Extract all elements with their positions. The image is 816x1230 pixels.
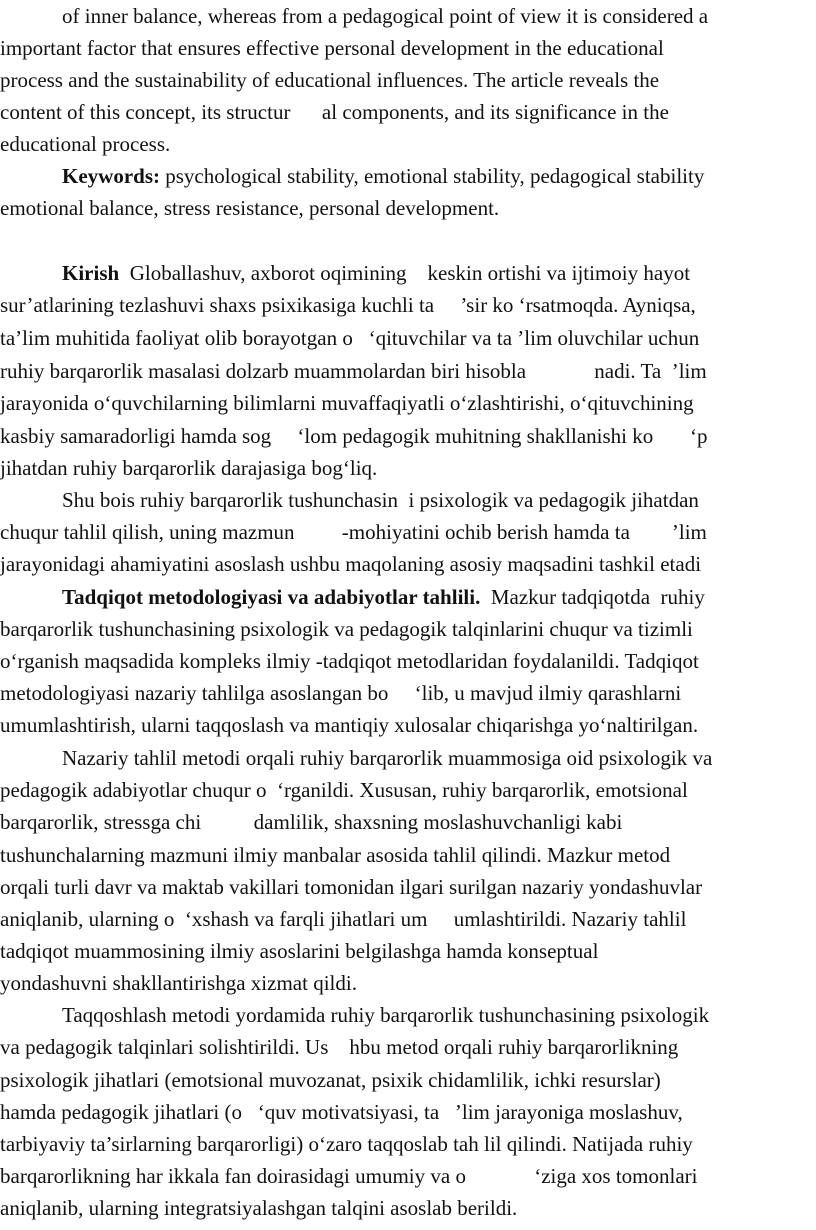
intro-line: jihatdan ruhiy barqarorlik darajasiga bog‘liq. bbox=[0, 456, 378, 480]
methodology-line: umumlashtirish, ularni taqqoslash va mantiqiy xulosalar chiqarishga yo‘naltirilgan. bbox=[0, 713, 699, 737]
intro-line: sur’atlarining tezlashuvi shaxs psixikasiga kuchli ta ’sir ko ‘rsatmoqda. Ayniqsa, bbox=[0, 293, 696, 317]
theory-line: barqarorlik, stressga chi damlilik, shaxsning moslashuvchanligi kabi bbox=[0, 810, 623, 834]
comparison-line: aniqlanib, ularning integratsiyalashgan talqini asoslab berildi. bbox=[0, 1196, 518, 1220]
intro-heading: Kirish bbox=[62, 261, 120, 285]
theory-line: tadqiqot muammosining ilmiy asoslarini belgilashga hamda konseptual bbox=[0, 939, 599, 963]
abstract-line: important factor that ensures effective personal development in the educational bbox=[0, 36, 664, 60]
intro-para2-line: Shu bois ruhiy barqarorlik tushunchasin i psixologik va pedagogik jihatdan bbox=[62, 488, 699, 512]
methodology-line: metodologiyasi nazariy tahlilga asoslangan bo ‘lib, u mavjud ilmiy qarashlarni bbox=[0, 681, 682, 705]
abstract-line: of inner balance, whereas from a pedagogical point of view it is considered a bbox=[62, 4, 709, 28]
methodology-first-line bbox=[62, 587, 705, 608]
comparison-line: Taqqoshlash metodi yordamida ruhiy barqarorlik tushunchasining psixologik bbox=[62, 1003, 710, 1027]
abstract-line: content of this concept, its structur al components, and its significance in the bbox=[0, 100, 669, 124]
theory-line: tushunchalarning mazmuni ilmiy manbalar asosida tahlil qilindi. Mazkur metod bbox=[0, 843, 671, 867]
theory-line: pedagogik adabiyotlar chuqur o ‘rganildi. Xususan, ruhiy barqarorlik, emotsional bbox=[0, 778, 688, 802]
intro-text: Globallashuv, axborot oqimining keskin ortishi va ijtimoiy hayot bbox=[119, 261, 691, 285]
methodology-line: o‘rganish maqsadida kompleks ilmiy -tadqiqot metodlaridan foydalanildi. Tadqiqot bbox=[0, 649, 699, 673]
intro-para2-line: chuqur tahlil qilish, uning mazmun -mohiyatini ochib berish hamda ta ’lim bbox=[0, 520, 707, 544]
comparison-line: va pedagogik talqinlari solishtirildi. Us hbu metod orqali ruhiy barqarorlikning bbox=[0, 1035, 679, 1059]
abstract-line: educational process. bbox=[0, 132, 171, 156]
methodology-text: Mazkur tadqiqotda ruhiy bbox=[480, 585, 705, 609]
keywords-line bbox=[62, 166, 704, 187]
comparison-line: hamda pedagogik jihatlari (o ‘quv motivatsiyasi, ta ’lim jarayoniga moslashuv, bbox=[0, 1100, 683, 1124]
comparison-line: barqarorlikning har ikkala fan doirasidagi umumiy va o ‘ziga xos tomonlari bbox=[0, 1164, 698, 1188]
keywords-line: emotional balance, stress resistance, personal development. bbox=[0, 196, 500, 220]
abstract-line: process and the sustainability of educational influences. The article reveals the bbox=[0, 68, 660, 92]
theory-line: orqali turli davr va maktab vakillari tomonidan ilgari surilgan nazariy yondashuvlar bbox=[0, 875, 703, 899]
theory-line: Nazariy tahlil metodi orqali ruhiy barqarorlik muammosiga oid psixologik va bbox=[62, 746, 713, 770]
methodology-line: barqarorlik tushunchasining psixologik va pedagogik talqinlarini chuqur va tizimli bbox=[0, 617, 693, 641]
comparison-line: tarbiyaviy ta’sirlarning barqarorligi) o‘zaro taqqoslab tah lil qilindi. Natijada ruhiy bbox=[0, 1132, 693, 1156]
keywords-text: psychological stability, emotional stability, pedagogical stability bbox=[160, 164, 705, 188]
intro-line: jarayonida o‘quvchilarning bilimlarni muvaffaqiyatli o‘zlashtirishi, o‘qituvchining bbox=[0, 391, 694, 415]
keywords-label: Keywords: bbox=[62, 164, 160, 188]
comparison-line: psixologik jihatlari (emotsional muvozanat, psixik chidamlilik, ichki resurslar) bbox=[0, 1068, 661, 1092]
methodology-heading: Tadqiqot metodologiyasi va adabiyotlar tahlili. bbox=[62, 585, 481, 609]
intro-line: ruhiy barqarorlik masalasi dolzarb muammolardan biri hisobla nadi. Ta ’lim bbox=[0, 359, 707, 383]
intro-line: kasbiy samaradorligi hamda sog ‘lom pedagogik muhitning shakllanishi ko ‘p bbox=[0, 424, 708, 448]
intro-line: ta’lim muhitida faoliyat olib borayotgan o ‘qituvchilar va ta ’lim oluvchilar uchun bbox=[0, 326, 700, 350]
theory-line: yondashuvni shakllantirishga xizmat qildi. bbox=[0, 971, 357, 995]
intro-para2-line: jarayonidagi ahamiyatini asoslash ushbu maqolaning asosiy maqsadini tashkil etadi bbox=[0, 552, 702, 576]
intro-first-line bbox=[62, 263, 690, 284]
theory-line: aniqlanib, ularning o ‘xshash va farqli jihatlari um umlashtirildi. Nazariy tahlil bbox=[0, 907, 687, 931]
